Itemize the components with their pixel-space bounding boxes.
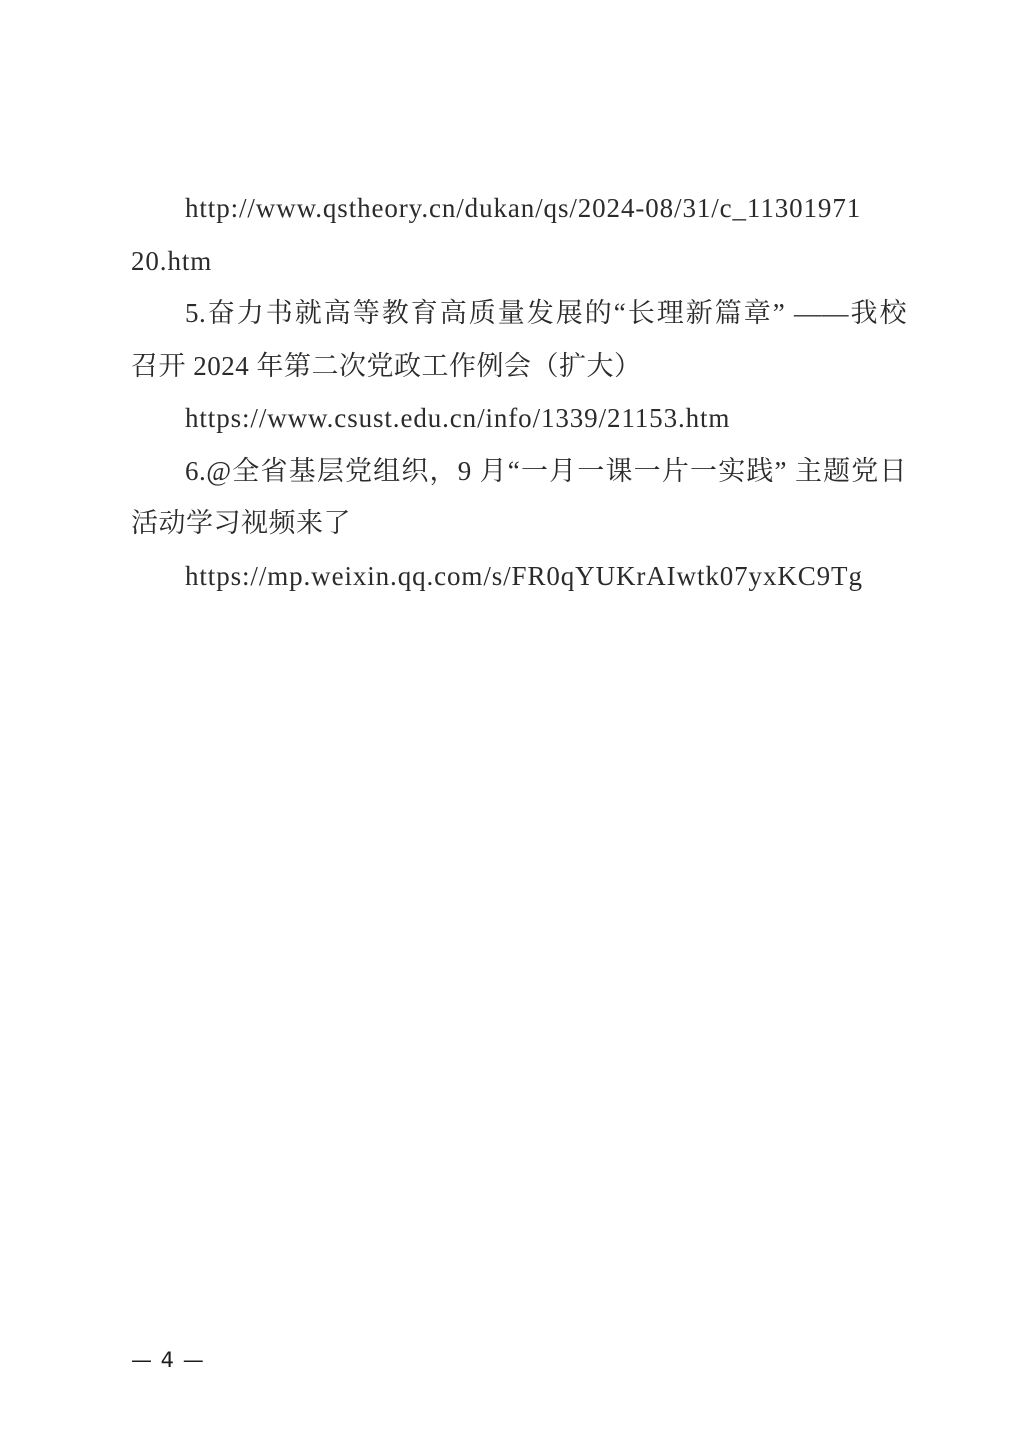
document-line: 6.@全省基层党组织，9 月“一月一课一片一实践” 主题党日 bbox=[185, 455, 907, 486]
document-line: 召开 2024 年第二次党政工作例会（扩大） bbox=[131, 350, 642, 381]
document-line: 5.奋力书就高等教育高质量发展的“长理新篇章” ——我校 bbox=[185, 298, 907, 328]
document-line-url: https://www.csust.edu.cn/info/1339/21153.htm bbox=[185, 403, 731, 433]
document-line: 活动学习视频来了 bbox=[131, 508, 351, 538]
page-number: — 4 — bbox=[131, 1348, 205, 1372]
document-line-url: 20.htm bbox=[131, 245, 213, 276]
document-body bbox=[131, 182, 907, 602]
document-line-url: http://www.qstheory.cn/dukan/qs/2024-08/31/c_11301971 bbox=[185, 193, 862, 223]
document-line-url: https://mp.weixin.qq.com/s/FR0qYUKrAIwtk07yxKC9Tg bbox=[185, 560, 863, 591]
page-footer bbox=[131, 1348, 205, 1372]
